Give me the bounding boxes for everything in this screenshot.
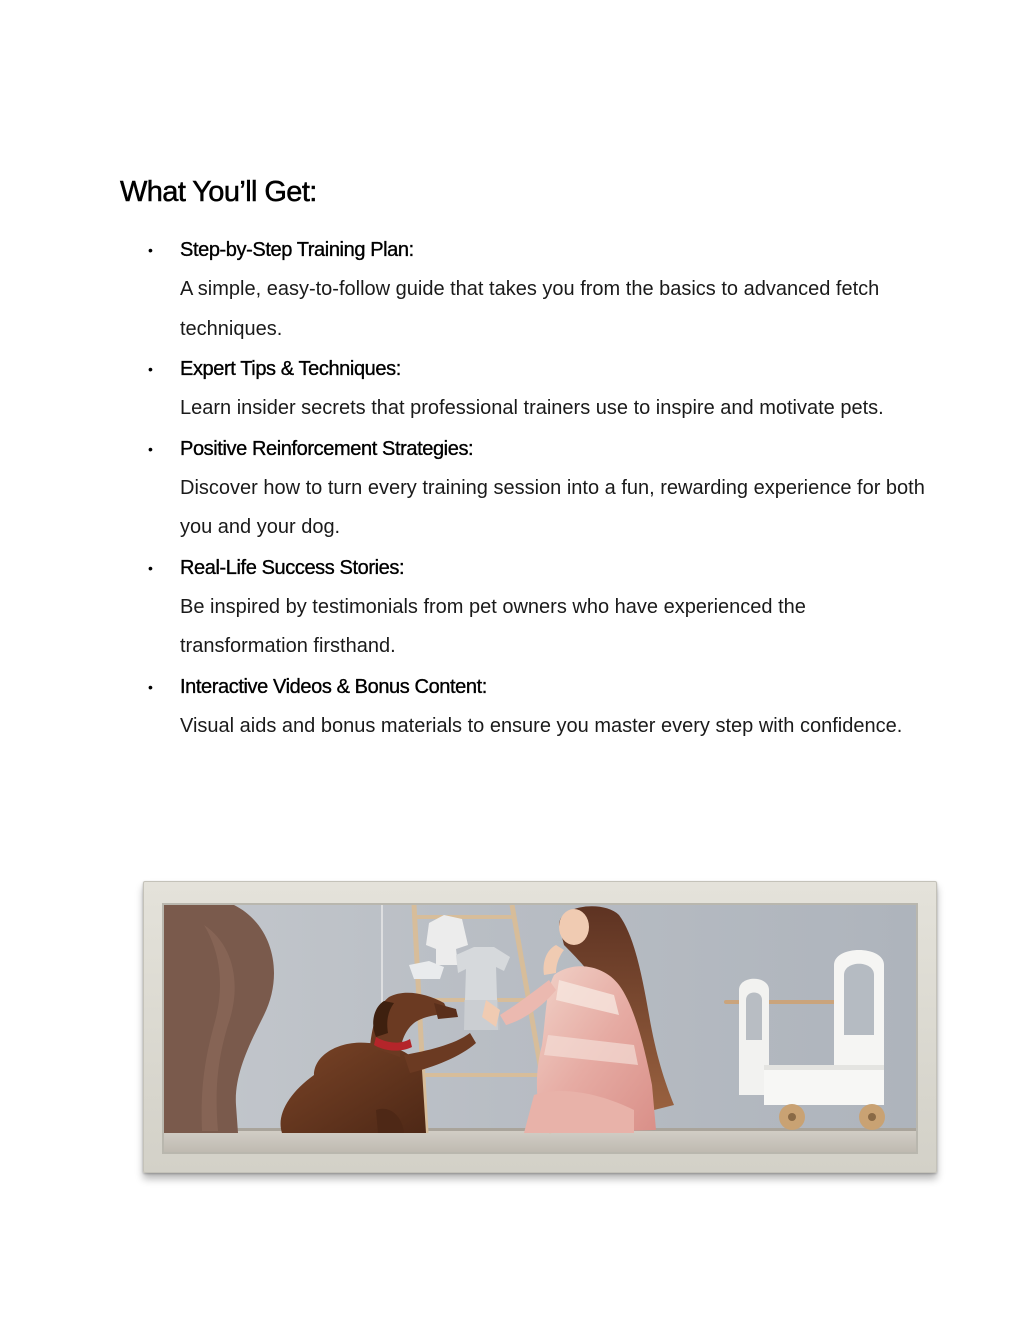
list-item <box>148 349 928 429</box>
benefit-description: A simple, easy-to-follow guide that takes you from the basics to advanced fetch techniques. <box>180 278 880 340</box>
benefit-title: Real-Life Success Stories: <box>180 556 405 579</box>
benefit-description: Visual aids and bonus materials to ensure you master every step with confidence. <box>180 714 903 737</box>
benefit-description: Discover how to turn every training session into a fun, rewarding experience for both you and your dog. <box>180 476 925 538</box>
list-item <box>148 548 928 667</box>
list-item <box>148 429 928 548</box>
list-item <box>148 230 928 349</box>
benefit-title: Interactive Videos & Bonus Content: <box>180 675 487 698</box>
benefit-title: Positive Reinforcement Strategies: <box>180 437 474 460</box>
photo-frame <box>143 881 937 1173</box>
bullet-icon: • <box>148 242 153 258</box>
page-title: What You’ll Get: <box>120 176 317 208</box>
dog-high-five-photo-icon <box>162 903 918 1154</box>
benefits-list <box>148 230 928 746</box>
bullet-icon: • <box>148 361 153 377</box>
list-item <box>148 667 928 747</box>
benefit-description: Be inspired by testimonials from pet owners who have experienced the transformation firsthand. <box>180 595 806 657</box>
benefit-description: Learn insider secrets that professional trainers use to inspire and motivate pets. <box>180 397 884 419</box>
bullet-icon: • <box>148 440 153 457</box>
bullet-icon: • <box>148 559 153 576</box>
benefit-title: Step-by-Step Training Plan: <box>180 239 414 261</box>
benefit-title: Expert Tips & Techniques: <box>180 358 401 380</box>
bullet-icon: • <box>148 678 153 695</box>
